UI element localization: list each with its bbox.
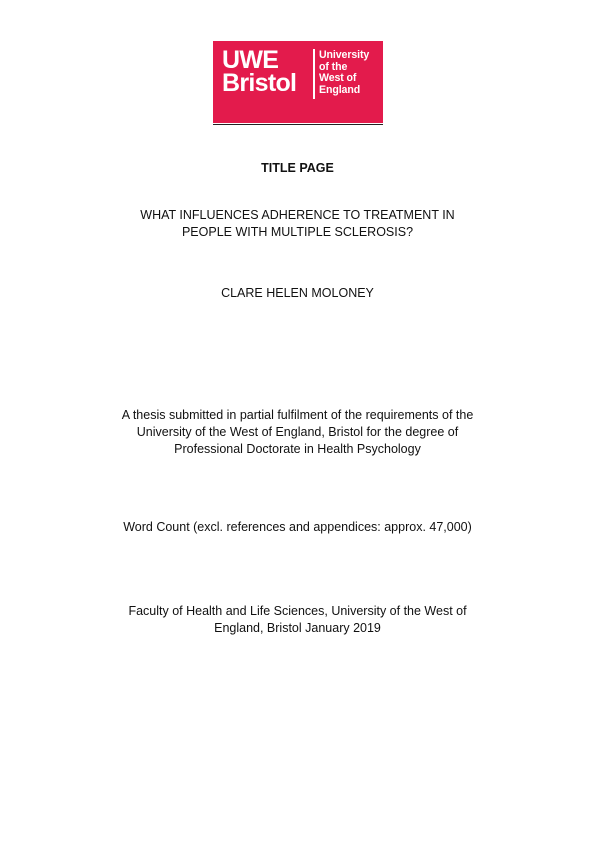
word-count [76,519,519,536]
author-name-text: CLARE HELEN MOLONEY [221,286,374,300]
thesis-title-line: PEOPLE WITH MULTIPLE SCLEROSIS? [181,225,414,239]
logo-underline [213,124,383,125]
logo-side-line: England [319,83,361,96]
logo-divider [313,49,315,99]
submission-statement [76,407,519,458]
logo-main-line-1: UWE [222,46,279,74]
page-heading [76,160,519,177]
faculty-line: Faculty of Health and Life Sciences, University of the West of [128,604,467,618]
faculty-line: England, Bristol January 2019 [214,621,381,635]
author-name [76,285,519,302]
statement-line: A thesis submitted in partial fulfilment of the requirements of the [121,408,474,422]
thesis-title [76,207,519,241]
logo-university-name [319,50,381,96]
statement-line: Professional Doctorate in Health Psychology [174,442,421,456]
thesis-title-line: WHAT INFLUENCES ADHERENCE TO TREATMENT IN [140,208,455,222]
logo-side-line: West of [319,72,357,84]
logo-main-line-2: Bristol [222,69,297,97]
statement-line: University of the West of England, Bristol for the degree of [136,425,459,439]
page-heading-text: TITLE PAGE [261,161,334,175]
logo-side-line: University [319,49,370,61]
logo-wordmark [222,46,312,97]
university-logo [213,41,383,123]
word-count-text: Word Count (excl. references and appendices: approx. 47,000) [123,520,472,534]
faculty-info [76,603,519,637]
logo-side-line: of the [319,60,348,73]
